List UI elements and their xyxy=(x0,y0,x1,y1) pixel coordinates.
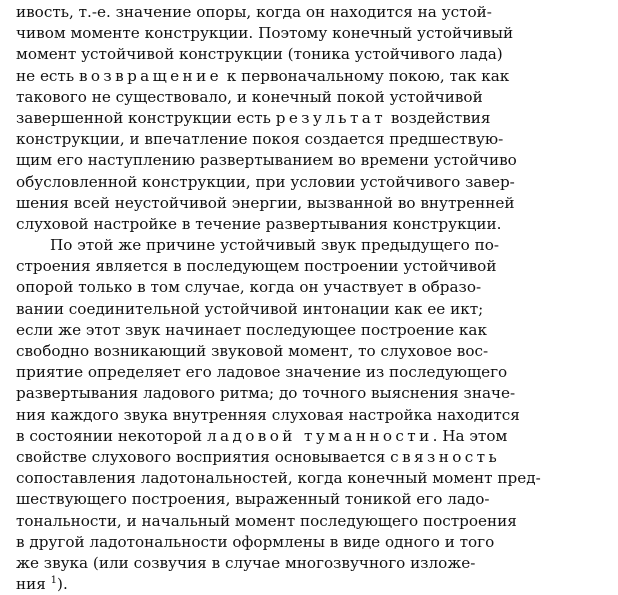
text-line: ния каждого звука внутренняя слуховая настройка находится xyxy=(16,405,520,424)
paragraph-1 xyxy=(16,2,608,235)
text-line: вании соединительной устойчивой интонации как ее икт; xyxy=(16,299,484,318)
footnote-marker: 1 xyxy=(50,575,58,586)
text-line: щим его наступлению развертыванием во времени устойчиво xyxy=(16,151,517,170)
text-line: строения является в последующем построении устойчивой xyxy=(16,257,497,276)
text-line: свойстве слухового восприятия основывается связность xyxy=(16,447,501,466)
text-line: момент устойчивой конструкции (тоника устойчивого лада) xyxy=(16,45,503,64)
text-line: не есть возвращение к первоначальному покою, так как xyxy=(16,66,510,85)
text-line: тональности, и начальный момент последующего построения xyxy=(16,511,517,530)
text-line: сопоставления ладотональностей, когда конечный момент пред- xyxy=(16,469,541,488)
text-line: шествующего построения, выраженный тоникой его ладо- xyxy=(16,490,490,509)
text-line: такового не существовало, и конечный покой устойчивой xyxy=(16,87,483,106)
line-trailing: ). xyxy=(57,575,68,594)
text-line: же звука (или созвучия в случае многозвучного изложе- xyxy=(16,553,476,572)
text-line: По этой же причине устойчивый звук предыдущего по- xyxy=(50,236,500,255)
spaced-emphasis: ладовой туманности xyxy=(206,426,433,445)
text-line: завершенной конструкции есть результат воздействия xyxy=(16,108,491,127)
text-line: в другой ладотональности оформлены в виде одного и того xyxy=(16,532,495,551)
text-line: шения всей неустойчивой энергии, вызванной во внутренней xyxy=(16,193,515,212)
text-line xyxy=(16,574,608,595)
text-line: свободно возникающий звуковой момент, то слуховое вос- xyxy=(16,342,489,360)
paragraph-2 xyxy=(16,235,608,595)
text-line: обусловленной конструкции, при условии устойчивого завер- xyxy=(16,172,515,191)
spaced-emphasis: возвращение xyxy=(78,66,222,85)
text-line: конструкции, и впечатление покоя создается предшествую- xyxy=(16,130,504,149)
text-line: ивость, т.-е. значение опоры, когда он находится на устой- xyxy=(16,3,492,21)
text-line: опорой только в том случае, когда он участвует в образо- xyxy=(16,278,482,297)
spaced-emphasis: связность xyxy=(390,447,501,466)
text-line: в состоянии некоторой ладовой туманности. На этом xyxy=(16,426,508,445)
text-line: если же этот звук начинает последующее построение как xyxy=(16,320,487,339)
text-line: приятие определяет его ладовое значение из последующего xyxy=(16,363,508,382)
text-line: чивом моменте конструкции. Поэтому конечный устойчивый xyxy=(16,24,514,43)
text-line: развертывания ладового ритма; до точного выяснения значе- xyxy=(16,384,516,403)
text-line: слуховой настройке в течение развертывания конструкции. xyxy=(16,214,502,233)
line-text: ния xyxy=(16,575,46,594)
spaced-emphasis: результат xyxy=(275,108,387,127)
document-page xyxy=(16,2,608,595)
